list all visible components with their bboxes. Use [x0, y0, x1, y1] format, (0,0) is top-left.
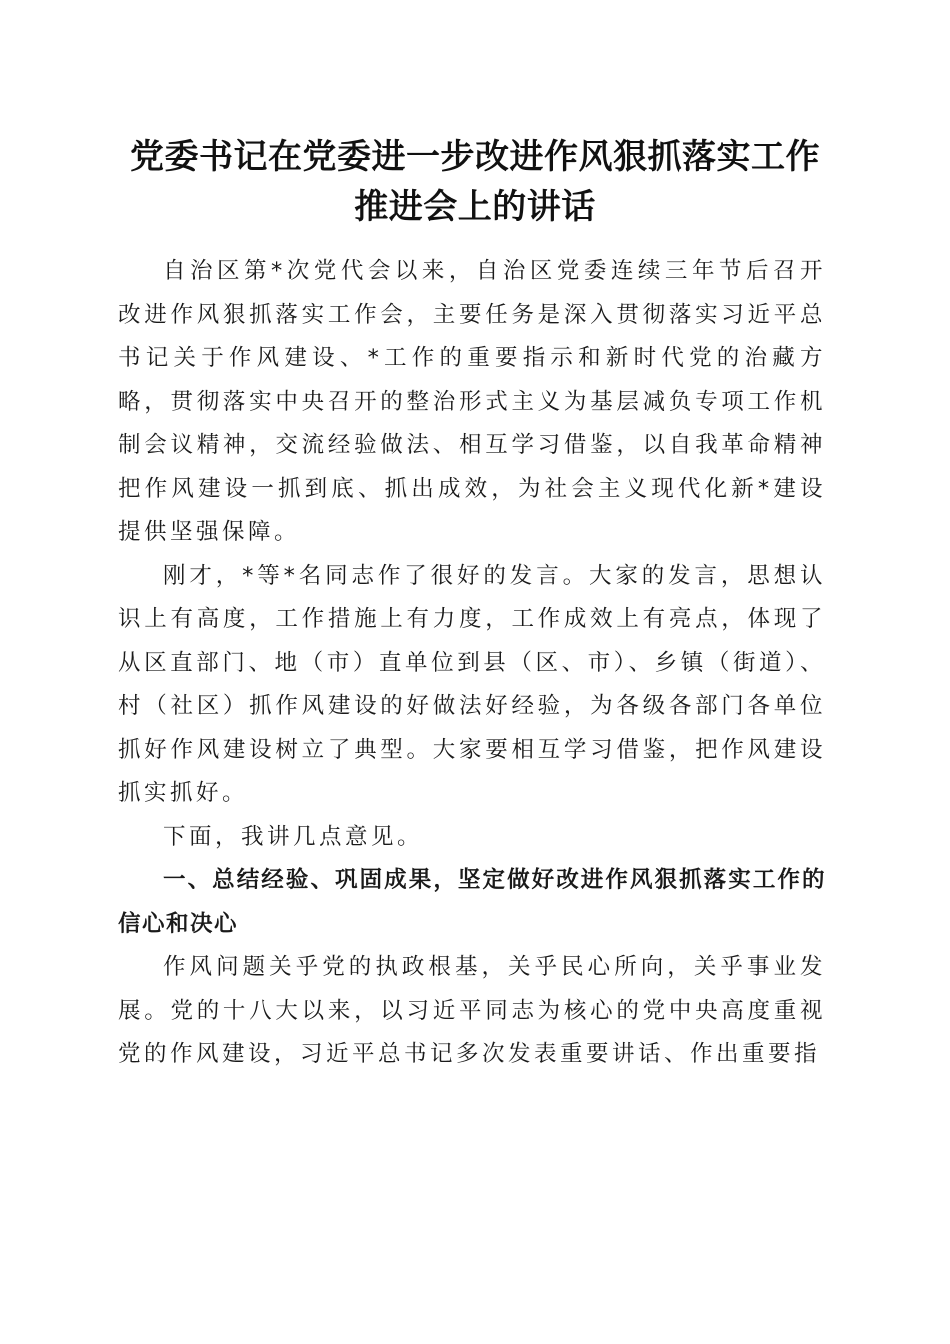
- title-line-1: 党委书记在党委进一步改进作风狠抓落实工作: [130, 137, 820, 177]
- document-title: [100, 132, 850, 232]
- section-heading-1: 一、总结经验、巩固成果，坚定做好改进作风狠抓落实工作的信心和决心: [118, 867, 826, 937]
- title-line-2: 推进会上的讲话: [354, 187, 596, 227]
- paragraph-transition: 下面，我讲几点意见。: [163, 823, 424, 850]
- document-body: [118, 250, 826, 1077]
- paragraph-section-1: 作风问题关乎党的执政根基，关乎民心所向，关乎事业发展。党的十八大以来，以习近平同志为核心的党中央高度重视党的作风建设，习近平总书记多次发表重要讲话、作出重要指: [118, 954, 826, 1067]
- paragraph-speeches: 刚才，*等*名同志作了很好的发言。大家的发言，思想认识上有高度，工作措施上有力度，工作成效上有亮点，体现了从区直部门、地（市）直单位到县（区、市）、乡镇（街道）、村（社区）抓作风建设的好做法好经验，为各级各部门各单位抓好作风建设树立了典型。大家要相互学习借鉴，把作风建设抓实抓好。: [118, 562, 826, 806]
- paragraph-intro: 自治区第*次党代会以来，自治区党委连续三年节后召开改进作风狠抓落实工作会，主要任务是深入贯彻落实习近平总书记关于作风建设、*工作的重要指示和新时代党的治藏方略，贯彻落实中央召开的整治形式主义为基层减负专项工作机制会议精神，交流经验做法、相互学习借鉴，以自我革命精神把作风建设一抓到底、抓出成效，为社会主义现代化新*建设提供坚强保障。: [118, 258, 826, 545]
